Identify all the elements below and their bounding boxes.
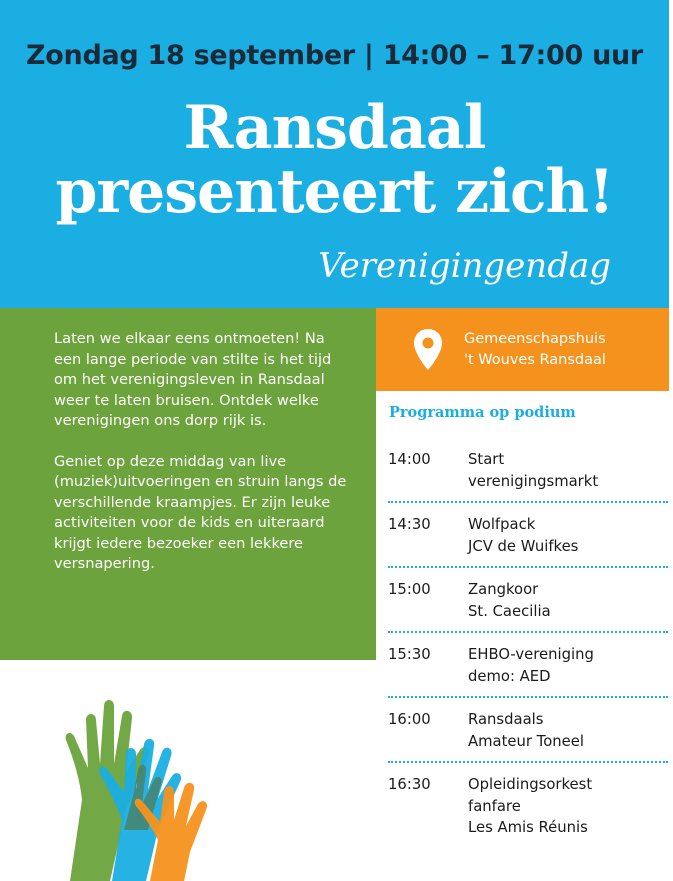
event-title [0, 93, 669, 227]
program-act-line: Ransdaals [468, 711, 544, 728]
program-row [388, 503, 668, 568]
program-act-line: verenigingsmarkt [468, 472, 599, 490]
venue-line-2: 't Wouves Ransdaal [464, 352, 606, 368]
intro-paragraph-2: Geniet op deze middag van live (muziek)uitvoeringen en struin langs de verschillende kraampjes. Er zijn leuke activiteiten voor de kids en uiteraard krijgt iedere bezoeker een lekkere versnapering. [54, 452, 347, 572]
program-act [468, 698, 668, 761]
program-act-line: Zangkoor [468, 581, 539, 598]
venue-address [464, 329, 664, 371]
program-row [388, 633, 668, 698]
program-act-line: Start [468, 451, 505, 468]
program-act [468, 438, 668, 501]
title-line-1: Ransdaal [183, 93, 486, 163]
program-act-line: Les Amis Réunis [468, 819, 588, 836]
program-row [388, 763, 668, 848]
intro-text [54, 329, 354, 595]
program-time: 15:00 [388, 581, 431, 598]
program-act-line: Wolfpack [468, 516, 536, 533]
program-time: 16:00 [388, 711, 431, 728]
program-row [388, 698, 668, 763]
program-act [468, 763, 668, 848]
title-line-2: presenteert zich! [55, 157, 614, 227]
program-act [468, 568, 668, 631]
header-banner [0, 0, 669, 308]
program-act [468, 633, 668, 696]
location-pin-icon [413, 328, 443, 372]
program-act-line: JCV de Wuifkes [468, 537, 579, 555]
raised-hands-icon [30, 680, 230, 881]
program-time: 15:30 [388, 646, 431, 663]
program-act-line: EHBO-vereniging [468, 646, 594, 663]
program-act-line: demo: AED [468, 667, 551, 685]
program-row [388, 438, 668, 503]
program-time: 16:30 [388, 776, 431, 793]
venue-line-1: Gemeenschapshuis [464, 331, 606, 347]
program-time: 14:00 [388, 451, 431, 468]
program-act-line: fanfare [468, 797, 521, 815]
intro-paragraph-1: Laten we elkaar eens ontmoeten! Na een lange periode van stilte is het tijd om het verenigingsleven in Ransdaal weer te laten bruisen. Ontdek welke verenigingen ons dorp rijk is. [54, 330, 332, 429]
event-date-time: Zondag 18 september | 14:00 – 17:00 uur [26, 40, 643, 71]
program-act-line: St. Caecilia [468, 602, 551, 620]
program-list [388, 438, 668, 848]
program-act-line: Opleidingsorkest [468, 776, 593, 793]
program-act-line: Amateur Toneel [468, 732, 584, 750]
program-row [388, 568, 668, 633]
program-act [468, 503, 668, 566]
program-title: Programma op podium [389, 404, 576, 421]
event-subtitle: Verenigingendag [318, 246, 611, 286]
program-time: 14:30 [388, 516, 431, 533]
